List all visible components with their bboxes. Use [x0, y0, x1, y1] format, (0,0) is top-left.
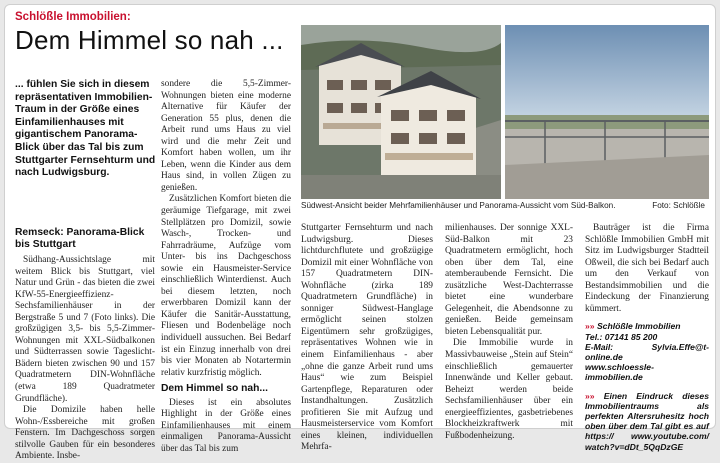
paragraph: sondere die 5,5-Zimmer-Wohnungen bieten eine moderne Alternative für Käufer der Generation 55 plus, denen die Arbeit rund ums Haus zu viel wird und die mehr Zeit und Komfort haben wollen, um ihr Leben, wenn die Kinder aus dem Haus sind, in vollen Zügen zu genießen. [161, 79, 291, 193]
buildings-photo [301, 25, 501, 199]
contact-email[interactable]: E-Mail: Sylvia.Effe@t-online.de [585, 341, 709, 362]
subhead-mid: Dem Himmel so nah... [161, 383, 269, 395]
paragraph: Die Domizile haben helle Wohn-/Essbereiche mit großen Fenstern. Im Dachgeschoss sorgen stilvolle Gauben für ein besonderes Ambiente. Insbe- [15, 405, 155, 462]
contact-web[interactable]: www.schloessle-immobilien.de [585, 362, 654, 383]
headline: Dem Himmel so nah ... [15, 25, 284, 55]
arrow-icon: »» [585, 321, 595, 332]
column-1 [15, 255, 155, 463]
lead-paragraph [15, 79, 157, 180]
paragraph: Die Immobilie wurde in Massivbauweise „Stein auf Stein“ einschließlich gemauerter Innenwände und Keller gebaut. Beheizt werden beide Sechsfamilienhäuser über ein energieeffizientes, gasbetriebenes Blockheizkraftwerk mit Fußbodenheizung. [445, 338, 573, 441]
paragraph: Bauträger ist die Firma Schlößle Immobilien GmbH mit Sitz im Ludwigsburger Stadtteil Oßweil, die sich bei Bedarf auch um den Verkauf von Bestandsimmobilien und die Eindeckung der Finanzierung kümmert. [585, 223, 709, 314]
video-hint [585, 391, 709, 452]
paragraph: Stuttgarter Fernsehturm und nach Ludwigsburg. Dieses lichtdurchflutete und großzügige Domizil mit einer Wohnfläche von 157 Quadratmetern DIN-Wohnfläche (zirka 189 Quadratmetern Grundfläche) in sonniger Südwest-Hanglage ermöglicht seinen stolzen Eigentümern sehr großzügiges, repräsentatives Wohnen wie in einem Einfamilienhaus - aber „ohne die ganze Arbeit rund ums Haus“ wie zum Beispiel Gartenpflege, Reparaturen oder Instandhaltungen. Zusätzlich profitieren Sie mit Aufzug und Hausmeisterservice vom Komfort eines kleinen, individuellen Mehrfa- [301, 223, 433, 453]
paragraph: Dieses ist ein absolutes Highlight in der Größe eines Einfamilienhauses mit einem einmaligen Panorama-Aussicht über das Tal bis zum [161, 397, 291, 454]
article-page [4, 4, 716, 462]
contact-block [585, 321, 709, 382]
paragraph: milienhauses. Der sonnige XXL-Süd-Balkon mit 23 Quadratmetern ermöglicht, hoch oben über dem Tal, eine atemberaubende Fernsicht. Die zusätzliche West-Dachterrasse bietet eine wunderbare Gelegenheit, die Abendsonne zu genießen. Beide gemeinsam bieten Lebensqualität pur. [445, 223, 573, 337]
subhead-left: Remseck: Panorama-Blick bis Stuttgart [15, 227, 145, 251]
paragraph: Südhang-Aussichtslage mit weitem Blick bis Stuttgart, viel Natur und Grün - das bieten die zwei KfW-55-Energieeffizienz-Sechsfamilienhäuser in der Bergstraße 5 und 7 (Foto links). Die großzügigen 3,5- bis 5,5-Zimmer-Wohnungen mit XXL-Südbalkonen und Südterrassen sowie Tageslicht-Bädern bieten zwischen 90 und 157 Quadratmetern DIN-Wohnfläche (etwa 189 Quadratmeter Grundfläche). [15, 255, 155, 404]
photo-caption [301, 201, 709, 210]
contact-name: Schlößle Immobilien [596, 321, 681, 332]
kicker: Schlößle Immobilien: [15, 11, 131, 23]
column-4 [445, 223, 573, 442]
caption-text: Südwest-Ansicht beider Mehrfamilienhäuser und Panorama-Aussicht vom Süd-Balkon. [301, 201, 616, 210]
column-3 [301, 223, 433, 454]
video-text[interactable]: Einen Eindruck dieses Immobilientraums als perfekten Altersruhesitz hoch oben über dem Tal gibt es auf https:// www.youtube.com/ watch?v=dDt_5QqDzGE [585, 390, 709, 452]
photo-credit: Foto: Schlößle [652, 201, 705, 210]
arrow-icon: »» [585, 390, 595, 401]
column-5 [585, 223, 709, 452]
contact-tel: Tel.: 07141 85 200 [585, 331, 658, 342]
column-2 [161, 79, 291, 456]
balcony-view-photo [505, 25, 709, 199]
lead-text: ... fühlen Sie sich in diesem repräsentativen Immobilien-Traum in der Größe eines Einfamilienhauses mit gigantischem Panorama-Blick über das Tal bis zum Stuttgarter Fernsehturm und nach Ludwigsburg. [15, 79, 156, 179]
paragraph: Zusätzlichen Komfort bieten die geräumige Tiefgarage, mit zwei Stellplätzen pro Domizil, sowie Wasch-, Trocken- und Fahrradräume, Aufzüge vom Unter- bis ins Dachgeschoss sowie ein Hausmeister-Service einschließlich Winterdienst. Auch bei diesem letzten, noch erwerbbaren Domizil kann der Käufer die Sanitär-Ausstattung, Fliesen und Bodenbeläge noch individuell aussuchen. Bei Bedarf ist ein Einzug innerhalb von drei bis vier Monaten ab Notartermin relativ kurzfristig möglich. [161, 194, 291, 378]
